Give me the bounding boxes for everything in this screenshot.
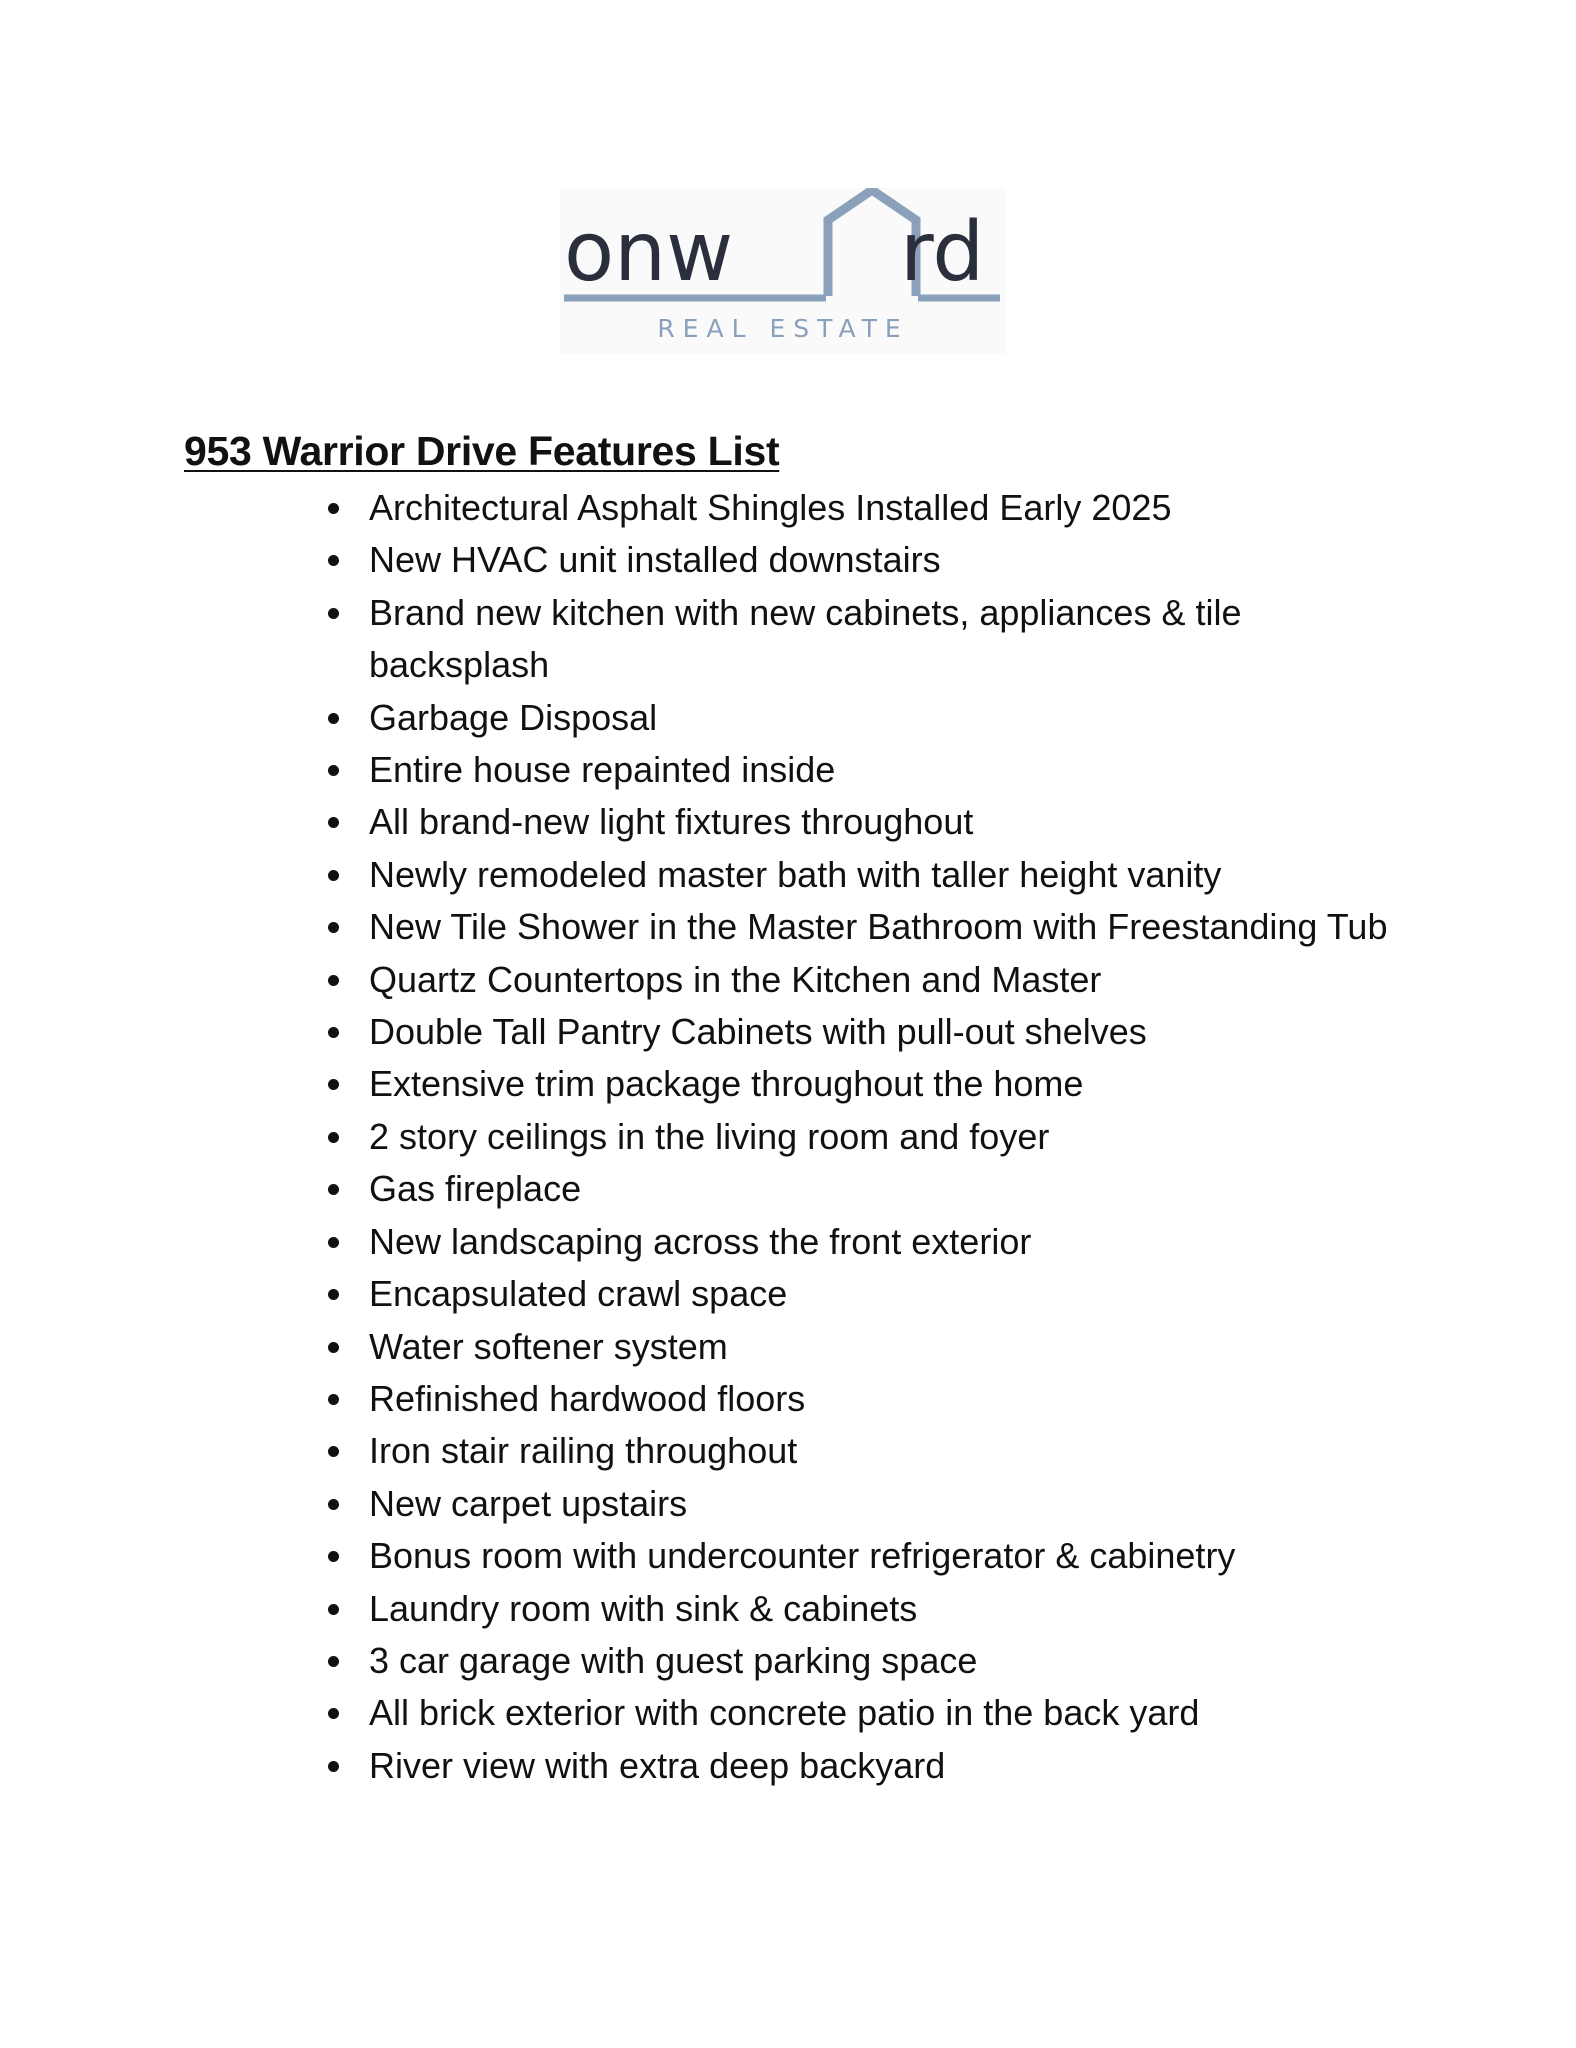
logo-subtitle: REAL ESTATE (657, 314, 909, 343)
feature-item: Water softener system (324, 1321, 1404, 1373)
feature-item: Quartz Countertops in the Kitchen and Master (324, 954, 1404, 1006)
feature-item: Double Tall Pantry Cabinets with pull-out shelves (324, 1006, 1404, 1058)
feature-item: Refinished hardwood floors (324, 1373, 1404, 1425)
feature-item: Encapsulated crawl space (324, 1268, 1404, 1320)
feature-item: 2 story ceilings in the living room and foyer (324, 1111, 1404, 1163)
feature-item: New carpet upstairs (324, 1478, 1404, 1530)
onward-real-estate-logo (560, 188, 1006, 354)
feature-item: Entire house repainted inside (324, 744, 1404, 796)
feature-item: 3 car garage with guest parking space (324, 1635, 1404, 1687)
feature-item: Newly remodeled master bath with taller height vanity (324, 849, 1404, 901)
feature-item: Iron stair railing throughout (324, 1425, 1404, 1477)
page-title: 953 Warrior Drive Features List (184, 428, 780, 474)
feature-item: River view with extra deep backyard (324, 1740, 1404, 1792)
feature-item: Architectural Asphalt Shingles Installed Early 2025 (324, 482, 1404, 534)
feature-item: New landscaping across the front exterior (324, 1216, 1404, 1268)
feature-item: New Tile Shower in the Master Bathroom with Freestanding Tub (324, 901, 1404, 953)
feature-item: Garbage Disposal (324, 692, 1404, 744)
feature-item: Bonus room with undercounter refrigerator & cabinetry (324, 1530, 1404, 1582)
feature-item: Laundry room with sink & cabinets (324, 1583, 1404, 1635)
feature-item: Brand new kitchen with new cabinets, appliances & tile backsplash (324, 587, 1404, 692)
logo-graphic (560, 188, 1006, 354)
features-list (324, 482, 1404, 1792)
logo-wordmark-right: rd (900, 205, 985, 300)
feature-item: Extensive trim package throughout the home (324, 1058, 1404, 1110)
logo-wordmark-left: onw (564, 205, 734, 300)
feature-item: New HVAC unit installed downstairs (324, 534, 1404, 586)
feature-item: Gas fireplace (324, 1163, 1404, 1215)
feature-item: All brick exterior with concrete patio in the back yard (324, 1687, 1404, 1739)
feature-item: All brand-new light fixtures throughout (324, 796, 1404, 848)
